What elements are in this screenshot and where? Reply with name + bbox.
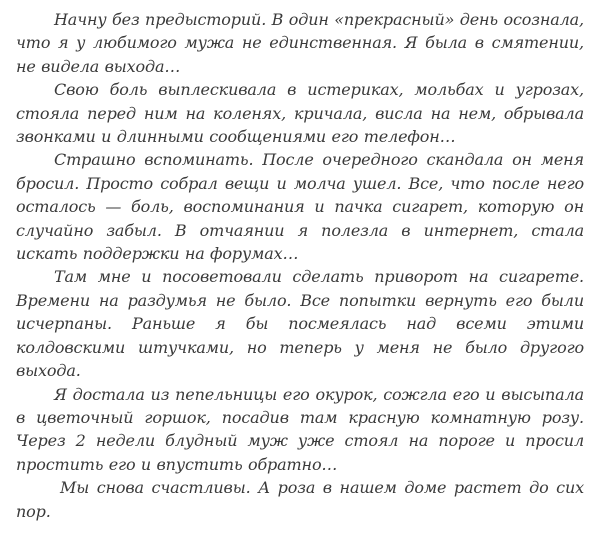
paragraph-1: Начну без предысторий. В один «прекрасный» день осознала, что я у любимого мужа не единственная. Я была в смятении, не видела выхода… [16, 10, 584, 76]
story-text [16, 8, 584, 523]
paragraph-6: Мы снова счастливы. А роза в нашем доме растет до сих пор. [16, 478, 584, 521]
paragraph-5: Я достала из пепельницы его окурок, сожгла его и высыпала в цветочный горшок, посадив там красную комнатную розу. Через 2 недели блудный муж уже стоял на пороге и просил простить его и впустить обратно… [16, 384, 584, 474]
paragraph-4: Там мне и посоветовали сделать приворот на сигарете. Времени на раздумья не было. Все попытки вернуть его были исчерпаны. Раньше я бы посмеялась над всеми этими колдовскими штучками, но теперь у меня не было другого выхода. [16, 267, 584, 381]
paragraph-2: Свою боль выплескивала в истериках, мольбах и угрозах, стояла перед ним на коленях, кричала, висла на нем, обрывала звонками и длинными сообщениями его телефон… [16, 80, 584, 147]
paragraph-3: Страшно вспоминать. После очередного скандала он меня бросил. Просто собрал вещи и молча ушел. Все, что после него осталось — боль, воспоминания и пачка сигарет, которую он случайно забыл. В отчаянии я полезла в интернет, стала искать поддержки на форумах… [16, 150, 584, 264]
